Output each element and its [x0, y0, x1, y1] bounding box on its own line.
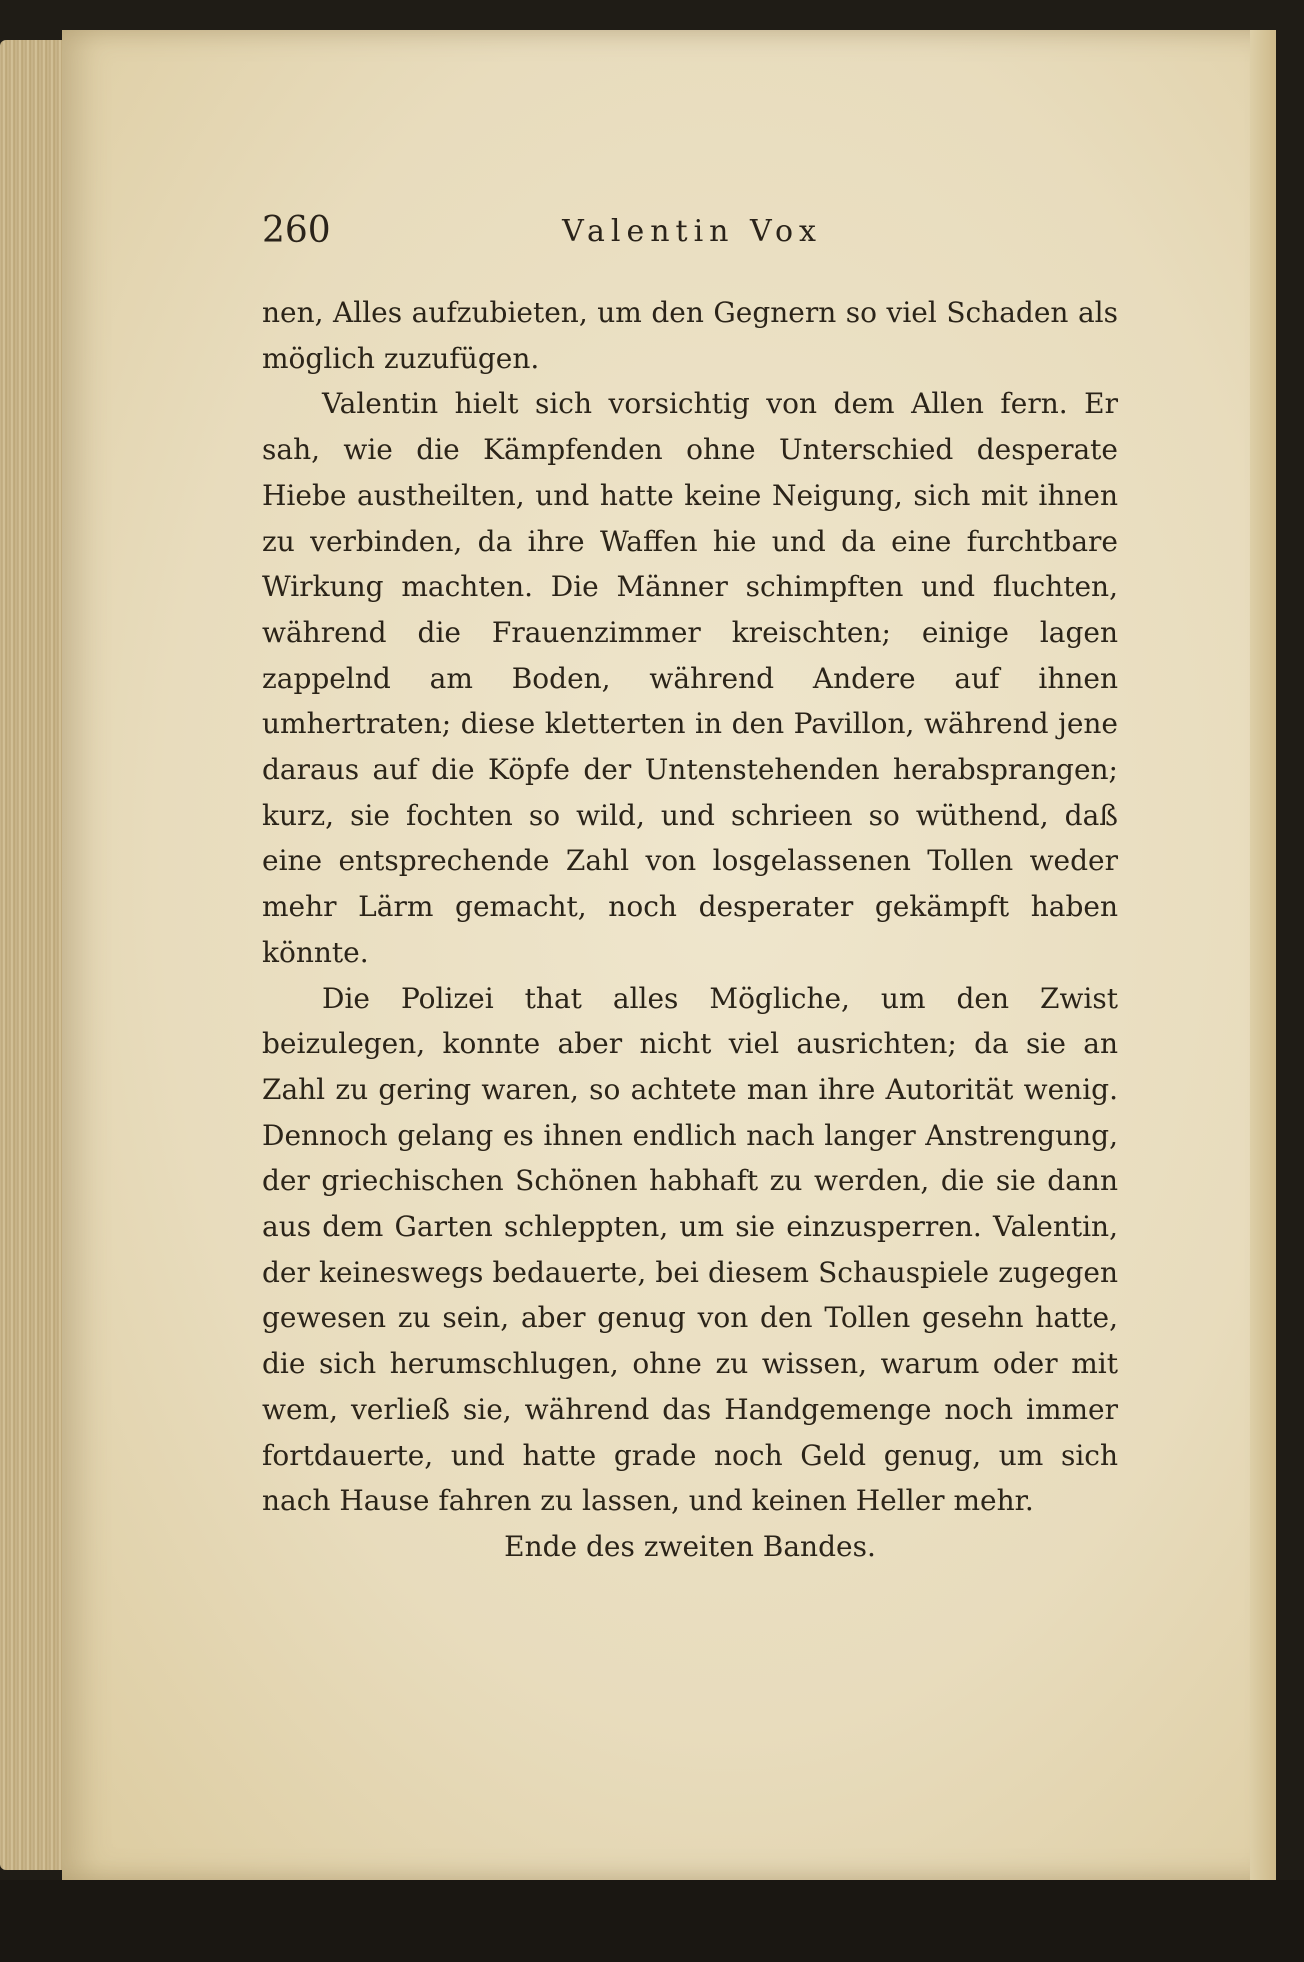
paragraph: Die Polizei that alles Mögliche, um den Zwist beizulegen, konnte aber nicht viel ausrichten; da sie an Zahl zu gering waren, so achtete man ihre Autorität wenig. Dennoch gelang es ihnen endlich nach langer Anstrengung, der griechischen Schönen habhaft zu werden, die sie dann aus dem Garten schleppten, um sie einzusperren. Valentin, der keineswegs bedauerte, bei diesem Schauspiele zugegen gewesen zu sein, aber genug von den Tollen gesehn hatte, die sich herumschlugen, ohne zu wissen, warum oder mit wem, verließ sie, während das Handgemenge noch immer fortdauerte, und hatte grade noch Geld genug, um sich nach Hause fahren zu lassen, und keinen Heller mehr. — [262, 981, 1118, 1518]
end-of-volume-note: Ende des zweiten Bandes. — [504, 1530, 876, 1563]
running-title: Valentin Vox — [562, 214, 822, 249]
page-number: 260 — [262, 210, 331, 251]
page-header — [262, 210, 1122, 260]
paragraph: Valentin hielt sich vorsichtig von dem Allen fern. Er sah, wie die Kämpfenden ohne Unterschied desperate Hiebe austheilten, und hatte keine Neigung, sich mit ihnen zu verbinden, da ihre Waffen hie und da eine furchtbare Wirkung machten. Die Männer schimpften und fluchten, während die Frauenzimmer kreischten; einige lagen zappelnd am Boden, während Andere auf ihnen umhertraten; diese kletterten in den Pavillon, während jene daraus auf die Köpfe der Untenstehenden herabsprangen; kurz, sie fochten so wild, und schrieen so wüthend, daß eine entsprechende Zahl von losgelassenen Tollen weder mehr Lärm gemacht, noch desperater gekämpft haben könnte. — [262, 387, 1118, 969]
body-text — [262, 290, 1118, 1524]
bottom-shadow — [0, 1880, 1304, 1962]
page-right-edge — [1250, 30, 1276, 1880]
paragraph: nen, Alles aufzubieten, um den Gegnern so viel Schaden als möglich zuzufügen. — [262, 296, 1118, 375]
